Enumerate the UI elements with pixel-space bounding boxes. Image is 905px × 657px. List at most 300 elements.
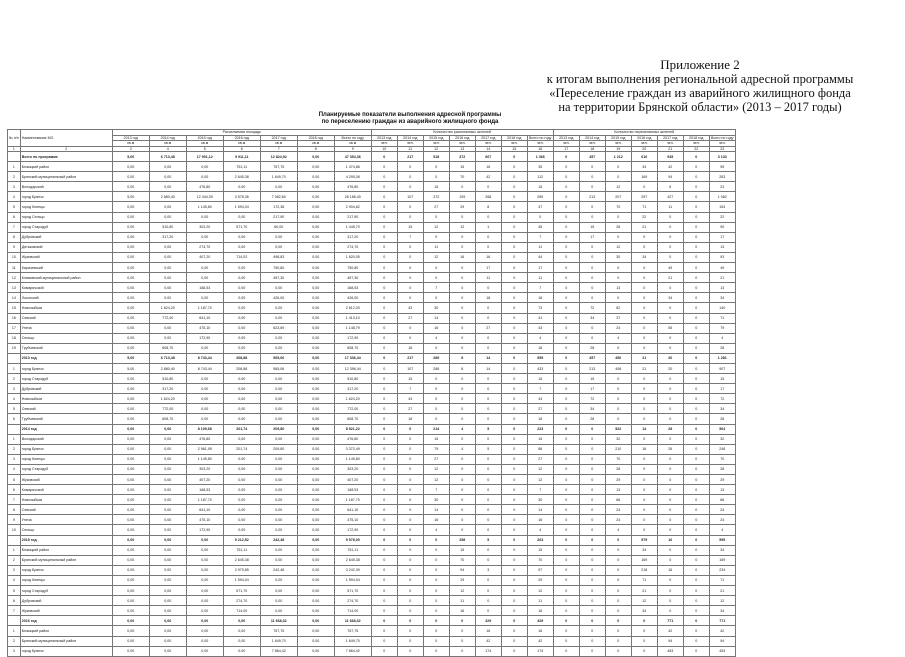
row-number: 14 bbox=[8, 293, 21, 303]
row-value: 0 bbox=[371, 202, 397, 212]
row-value: 0,00 bbox=[297, 424, 334, 434]
header-colnum: 7 bbox=[260, 146, 297, 152]
row-value: 0 bbox=[371, 252, 397, 262]
row-value: 27 bbox=[475, 323, 501, 333]
row-value: 0 bbox=[449, 242, 475, 252]
row-value: 0 bbox=[371, 475, 397, 485]
row-value: 0 bbox=[397, 545, 423, 555]
header-mo: Наименование МО bbox=[20, 130, 112, 147]
row-value: 13 bbox=[605, 485, 631, 495]
row-value: 15 bbox=[423, 182, 449, 192]
row-number: 4 bbox=[8, 575, 21, 585]
row-value: 29 bbox=[449, 202, 475, 212]
row-value: 0 bbox=[683, 242, 709, 252]
row-value: 0 bbox=[371, 313, 397, 323]
row-value: 70 bbox=[709, 454, 735, 464]
row-value: 0,00 bbox=[297, 555, 334, 565]
row-value: 12 824,92 bbox=[260, 152, 297, 162]
row-value: 0 bbox=[501, 404, 527, 414]
row-value: 43 bbox=[397, 394, 423, 404]
row-value: 0 bbox=[553, 525, 579, 535]
row-mo-name: Новозыбков bbox=[20, 495, 112, 505]
row-value: 0,00 bbox=[112, 596, 149, 606]
row-value: 0 bbox=[501, 535, 527, 545]
row-value: 0 bbox=[449, 212, 475, 222]
row-value: 12 bbox=[449, 222, 475, 232]
row-value: 0 bbox=[501, 495, 527, 505]
row-value: 0,00 bbox=[112, 454, 149, 464]
row-value: 0 bbox=[657, 313, 683, 323]
row-number: 3 bbox=[8, 646, 21, 656]
row-value: 0,00 bbox=[186, 565, 223, 575]
row-mo-name: 2013 год bbox=[20, 353, 112, 363]
table-row bbox=[8, 363, 736, 373]
row-value: 0,00 bbox=[149, 273, 186, 283]
header-year: 2018 год bbox=[501, 135, 527, 141]
row-value: 28 bbox=[605, 464, 631, 474]
row-value: 17 bbox=[709, 384, 735, 394]
row-mo-name: Брянский муниципальный район bbox=[20, 172, 112, 182]
row-value: 5 bbox=[475, 535, 501, 545]
row-value: 476,80 bbox=[186, 182, 223, 192]
row-value: 0,00 bbox=[223, 626, 260, 636]
row-value: 0 bbox=[579, 252, 605, 262]
row-value: 0,00 bbox=[149, 283, 186, 293]
row-value: 201,74 bbox=[223, 444, 260, 454]
row-value: 12 396,44 bbox=[334, 363, 371, 373]
table-title bbox=[290, 112, 530, 126]
row-value: 1 187,70 bbox=[334, 495, 371, 505]
row-value: 0,00 bbox=[223, 303, 260, 313]
row-number bbox=[8, 535, 21, 545]
row-value: 0,00 bbox=[260, 545, 297, 555]
row-value: 22 bbox=[709, 212, 735, 222]
row-value: 0,00 bbox=[297, 545, 334, 555]
appendix-line: к итогам выполнения региональной адресной программы bbox=[546, 72, 854, 86]
row-value: 0 bbox=[475, 575, 501, 585]
row-value: 12 bbox=[527, 586, 553, 596]
row-value: 565,06 bbox=[260, 353, 297, 363]
row-value: 0 bbox=[449, 384, 475, 394]
row-value: 0,00 bbox=[149, 626, 186, 636]
header-year: 2013 год bbox=[112, 135, 149, 141]
row-number: 6 bbox=[8, 596, 21, 606]
row-value: 0 bbox=[657, 303, 683, 313]
row-value: 0 bbox=[371, 152, 397, 162]
row-value: 24 bbox=[709, 515, 735, 525]
row-value: 0 bbox=[423, 293, 449, 303]
row-value: 0,00 bbox=[186, 596, 223, 606]
row-value: 7 864,42 bbox=[334, 646, 371, 656]
row-value: 0 bbox=[579, 444, 605, 454]
table-row bbox=[8, 626, 736, 636]
row-value: 0 bbox=[657, 515, 683, 525]
row-value: 0 bbox=[397, 293, 423, 303]
row-value: 0,00 bbox=[186, 343, 223, 353]
row-value: 0 bbox=[423, 565, 449, 575]
row-value: 93 bbox=[709, 252, 735, 262]
row-value: 0 bbox=[631, 273, 657, 283]
row-value: 555 bbox=[527, 353, 553, 363]
row-value: 3 578,36 bbox=[223, 192, 260, 202]
row-value: 0,00 bbox=[112, 646, 149, 656]
row-value: 0,00 bbox=[149, 202, 186, 212]
row-value: 15 bbox=[449, 162, 475, 172]
row-value: 0,00 bbox=[260, 394, 297, 404]
row-value: 714,00 bbox=[334, 606, 371, 616]
row-value: 16 bbox=[475, 162, 501, 172]
row-value: 0 bbox=[657, 575, 683, 585]
row-value: 0 bbox=[579, 202, 605, 212]
row-mo-name: Володарский bbox=[20, 434, 112, 444]
header-year: 2014 год bbox=[397, 135, 423, 141]
row-value: 0 bbox=[605, 555, 631, 565]
row-value: 20 bbox=[657, 363, 683, 373]
row-value: 0 bbox=[683, 252, 709, 262]
row-value: 0 bbox=[371, 353, 397, 363]
row-value: 0 bbox=[501, 464, 527, 474]
row-value: 0 bbox=[449, 475, 475, 485]
row-value: 0,00 bbox=[260, 384, 297, 394]
row-value: 0,00 bbox=[297, 363, 334, 373]
table-row bbox=[8, 323, 736, 333]
row-value: 12 bbox=[527, 464, 553, 474]
header-colnum: 11 bbox=[397, 146, 423, 152]
row-value: 0 bbox=[605, 616, 631, 626]
row-value: 0,00 bbox=[297, 454, 334, 464]
row-value: 34 bbox=[631, 252, 657, 262]
row-value: 0 bbox=[501, 565, 527, 575]
row-value: 0 bbox=[371, 404, 397, 414]
row-value: 0,00 bbox=[149, 586, 186, 596]
row-value: 7 bbox=[397, 384, 423, 394]
row-value: 0 bbox=[579, 646, 605, 656]
row-value: 0 bbox=[397, 586, 423, 596]
row-value: 0 bbox=[683, 202, 709, 212]
row-value: 457 bbox=[579, 152, 605, 162]
row-value: 242,48 bbox=[260, 565, 297, 575]
row-value: 0 bbox=[397, 434, 423, 444]
row-value: 2 812,00 bbox=[334, 303, 371, 313]
row-value: 0 bbox=[683, 303, 709, 313]
row-mo-name: Климовский муниципальный район bbox=[20, 273, 112, 283]
table-row bbox=[8, 596, 736, 606]
row-value: 0 bbox=[553, 293, 579, 303]
header-unit: кв.м bbox=[334, 141, 371, 147]
row-value: 13 bbox=[709, 283, 735, 293]
row-value: 0 bbox=[423, 404, 449, 414]
row-value: 457 bbox=[579, 353, 605, 363]
row-value: 0,00 bbox=[297, 565, 334, 575]
header-colnum: 5 bbox=[186, 146, 223, 152]
row-value: 0 bbox=[657, 606, 683, 616]
row-value: 0,00 bbox=[149, 293, 186, 303]
row-value: 0 bbox=[605, 606, 631, 616]
row-value: 0 bbox=[553, 535, 579, 545]
row-value: 0 bbox=[553, 586, 579, 596]
row-value: 41 bbox=[527, 313, 553, 323]
header-total: Всего по году bbox=[529, 135, 552, 140]
row-value: 0 bbox=[475, 485, 501, 495]
row-value: 71 bbox=[709, 575, 735, 585]
row-value: 0,00 bbox=[186, 545, 223, 555]
row-value: 94 bbox=[657, 636, 683, 646]
row-value: 0 bbox=[657, 283, 683, 293]
row-value: 0 bbox=[423, 384, 449, 394]
row-value: 0,00 bbox=[149, 555, 186, 565]
header-colnum: 1 bbox=[8, 146, 21, 152]
row-value: 1 366 bbox=[527, 152, 553, 162]
row-value: 0,00 bbox=[297, 636, 334, 646]
row-value: 0,00 bbox=[186, 232, 223, 242]
row-number: 7 bbox=[8, 495, 21, 505]
row-value: 209,80 bbox=[260, 444, 297, 454]
row-value: 79 bbox=[709, 323, 735, 333]
row-value: 0,00 bbox=[297, 515, 334, 525]
row-value: 0,00 bbox=[223, 273, 260, 283]
row-value: 248 bbox=[709, 444, 735, 454]
row-number: 2 bbox=[8, 555, 21, 565]
row-value: 0 bbox=[449, 273, 475, 283]
row-value: 5,00 bbox=[112, 353, 149, 363]
row-value: 317,20 bbox=[149, 384, 186, 394]
row-value: 317,20 bbox=[149, 232, 186, 242]
row-value: 0 bbox=[683, 586, 709, 596]
row-value: 15 bbox=[423, 434, 449, 444]
row-value: 303,20 bbox=[334, 464, 371, 474]
row-value: 0 bbox=[501, 323, 527, 333]
table-row bbox=[8, 545, 736, 555]
row-mo-name: город Клинцы bbox=[20, 202, 112, 212]
row-value: 27 bbox=[423, 454, 449, 464]
row-value: 11 bbox=[527, 242, 553, 252]
row-number: 16 bbox=[8, 313, 21, 323]
row-value: 0,00 bbox=[186, 414, 223, 424]
row-value: 0,00 bbox=[260, 555, 297, 565]
row-number: 6 bbox=[8, 212, 21, 222]
row-value: 5 bbox=[475, 444, 501, 454]
row-value: 0 bbox=[553, 333, 579, 343]
table-row bbox=[8, 263, 736, 273]
row-mo-name: город Брянск bbox=[20, 565, 112, 575]
row-value: 456 bbox=[605, 353, 631, 363]
row-value: 17 bbox=[709, 232, 735, 242]
row-value: 0,00 bbox=[223, 464, 260, 474]
row-value: 90 bbox=[709, 222, 735, 232]
row-value: 4 bbox=[449, 424, 475, 434]
row-value: 0 bbox=[631, 242, 657, 252]
row-value: 0,00 bbox=[149, 263, 186, 273]
row-value: 0 bbox=[605, 374, 631, 384]
row-value: 4 bbox=[709, 525, 735, 535]
row-value: 0 bbox=[631, 333, 657, 343]
row-value: 0,00 bbox=[260, 343, 297, 353]
row-mo-name: город Клинцы bbox=[20, 454, 112, 464]
row-value: 0 bbox=[371, 606, 397, 616]
row-value: 0,00 bbox=[112, 404, 149, 414]
row-mo-name: Дубровский bbox=[20, 232, 112, 242]
row-value: 43 bbox=[397, 303, 423, 313]
row-value: 24 bbox=[605, 515, 631, 525]
row-value: 34 bbox=[579, 313, 605, 323]
row-value: 30 bbox=[423, 303, 449, 313]
row-value: 0 bbox=[579, 525, 605, 535]
row-mo-name: Карачевский bbox=[20, 263, 112, 273]
row-value: 0 bbox=[579, 515, 605, 525]
row-value: 0 bbox=[683, 404, 709, 414]
row-number: 9 bbox=[8, 515, 21, 525]
row-value: 9 911,11 bbox=[223, 152, 260, 162]
row-value: 0,00 bbox=[297, 353, 334, 363]
row-value: 372 bbox=[423, 192, 449, 202]
row-value: 3 373,49 bbox=[334, 444, 371, 454]
header-unit: чел. bbox=[371, 141, 397, 147]
row-value: 1 649,70 bbox=[260, 172, 297, 182]
row-value: 34 bbox=[631, 162, 657, 172]
row-value: 0,00 bbox=[223, 333, 260, 343]
row-value: 0 bbox=[631, 343, 657, 353]
row-value: 303,20 bbox=[186, 222, 223, 232]
row-value: 140 bbox=[709, 303, 735, 313]
row-value: 0,00 bbox=[297, 323, 334, 333]
row-value: 0 bbox=[657, 555, 683, 565]
row-number: 1 bbox=[8, 626, 21, 636]
row-value: 0 bbox=[579, 636, 605, 646]
row-value: 4 bbox=[709, 333, 735, 343]
row-value: 0,00 bbox=[297, 263, 334, 273]
row-value: 0,00 bbox=[186, 626, 223, 636]
header-year: 2015 год bbox=[605, 135, 631, 141]
row-value: 0 bbox=[683, 374, 709, 384]
row-value: 68 bbox=[709, 495, 735, 505]
row-value: 1 624,20 bbox=[149, 303, 186, 313]
header-year: 2015 год bbox=[186, 135, 223, 141]
row-value: 0 bbox=[501, 434, 527, 444]
row-value: 29 bbox=[449, 575, 475, 585]
row-value: 30 bbox=[605, 252, 631, 262]
row-value: 0 bbox=[553, 182, 579, 192]
row-value: 0 bbox=[371, 273, 397, 283]
row-mo-name: Брянский муниципальный район bbox=[20, 636, 112, 646]
row-value: 0 bbox=[683, 192, 709, 202]
row-value: 0,00 bbox=[149, 242, 186, 252]
row-value: 0 bbox=[553, 636, 579, 646]
row-value: 0,00 bbox=[260, 515, 297, 525]
row-value: 0 bbox=[475, 606, 501, 616]
row-value: 7 bbox=[527, 283, 553, 293]
row-value: 0 bbox=[579, 242, 605, 252]
row-value: 0,00 bbox=[260, 454, 297, 464]
row-value: 0 bbox=[449, 182, 475, 192]
row-value: 0 bbox=[605, 596, 631, 606]
row-value: 0 bbox=[553, 252, 579, 262]
row-value: 0 bbox=[501, 162, 527, 172]
row-value: 329 bbox=[475, 616, 501, 626]
row-value: 8 bbox=[449, 363, 475, 373]
row-value: 3 242,39 bbox=[334, 565, 371, 575]
row-value: 0 bbox=[475, 596, 501, 606]
row-value: 0 bbox=[579, 545, 605, 555]
row-value: 0 bbox=[553, 596, 579, 606]
row-value: 372 bbox=[449, 152, 475, 162]
row-value: 317,20 bbox=[334, 384, 371, 394]
row-value: 174 bbox=[475, 646, 501, 656]
row-value: 772,00 bbox=[149, 404, 186, 414]
row-value: 0 bbox=[683, 464, 709, 474]
row-number: 17 bbox=[8, 323, 21, 333]
row-value: 34 bbox=[579, 404, 605, 414]
row-value: 0,00 bbox=[260, 475, 297, 485]
row-value: 0 bbox=[553, 242, 579, 252]
header-unit: кв.м bbox=[223, 141, 260, 147]
row-value: 0 bbox=[475, 303, 501, 313]
table-row bbox=[8, 565, 736, 575]
row-value: 317,20 bbox=[334, 232, 371, 242]
row-value: 0,00 bbox=[223, 343, 260, 353]
row-value: 289 bbox=[527, 192, 553, 202]
header-colnum: 22 bbox=[683, 146, 709, 152]
row-value: 15 bbox=[527, 545, 553, 555]
row-value: 17 336,44 bbox=[334, 353, 371, 363]
row-value: 0 bbox=[397, 475, 423, 485]
row-value: 11 bbox=[527, 273, 553, 283]
header-unit: кв.м bbox=[260, 141, 297, 147]
row-value: 0 bbox=[371, 636, 397, 646]
row-value: 0 bbox=[579, 424, 605, 434]
row-value: 0 bbox=[475, 515, 501, 525]
row-value: 0 bbox=[683, 172, 709, 182]
row-value: 0 bbox=[579, 323, 605, 333]
row-number: 7 bbox=[8, 606, 21, 616]
row-value: 14 bbox=[475, 363, 501, 373]
row-value: 565,06 bbox=[260, 363, 297, 373]
row-value: 0 bbox=[553, 323, 579, 333]
row-value: 4 bbox=[527, 333, 553, 343]
indicator-table bbox=[7, 129, 736, 657]
row-value: 0 bbox=[449, 646, 475, 656]
row-value: 217,90 bbox=[260, 212, 297, 222]
row-value: 0 bbox=[397, 464, 423, 474]
row-value: 0 bbox=[579, 293, 605, 303]
row-value: 11 668,32 bbox=[260, 616, 297, 626]
row-value: 0,00 bbox=[223, 212, 260, 222]
row-value: 0 bbox=[371, 535, 397, 545]
row-value: 0 bbox=[631, 232, 657, 242]
row-mo-name: город Стародуб bbox=[20, 464, 112, 474]
row-value: 751,11 bbox=[223, 545, 260, 555]
row-value: 12 bbox=[605, 242, 631, 252]
row-value: 0 bbox=[553, 515, 579, 525]
row-value: 169 bbox=[709, 555, 735, 565]
row-value: 0 bbox=[683, 162, 709, 172]
row-mo-name: город Стародуб bbox=[20, 222, 112, 232]
row-value: 0 bbox=[683, 545, 709, 555]
row-value: 0 bbox=[397, 575, 423, 585]
row-value: 0 bbox=[631, 454, 657, 464]
row-value: 70 bbox=[605, 202, 631, 212]
row-value: 0 bbox=[449, 333, 475, 343]
row-value: 0 bbox=[553, 464, 579, 474]
table-row bbox=[8, 182, 736, 192]
row-value: 0 bbox=[423, 616, 449, 626]
row-value: 0 bbox=[501, 293, 527, 303]
row-value: 0 bbox=[579, 454, 605, 464]
table-row bbox=[8, 586, 736, 596]
row-value: 43 bbox=[527, 323, 553, 333]
row-value: 8 743,44 bbox=[186, 353, 223, 363]
row-value: 0 bbox=[579, 616, 605, 626]
row-value: 0,00 bbox=[186, 263, 223, 273]
